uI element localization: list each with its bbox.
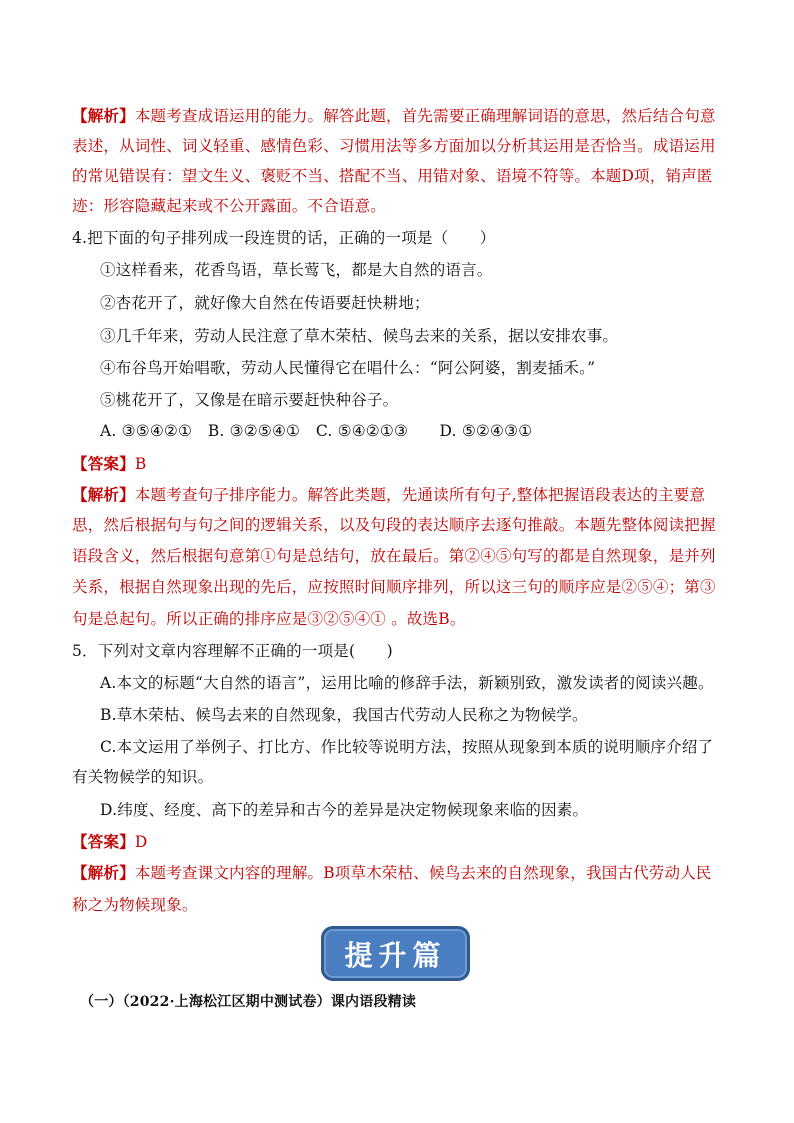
question-5-option-c-line-2: 有关物候学的知识。 bbox=[72, 768, 214, 786]
question-5-option-d: D.纬度、经度、高下的差异和古今的差异是决定物候现象来临的因素。 bbox=[100, 801, 589, 819]
question-4-stem: 4.把下面的句子排列成一段连贯的话，正确的一项是（ ） bbox=[72, 229, 496, 247]
analysis-1-line-4: 迹：形容隐藏起来或不公开露面。不合语意。 bbox=[72, 197, 387, 215]
question-4-answer: 【答案】B bbox=[72, 454, 147, 473]
analysis-1-line-2: 表述，从词性、词义轻重、感情色彩、习惯用法等多方面加以分析其运用是否恰当。成语运用 bbox=[72, 137, 716, 155]
section-banner-advanced bbox=[321, 926, 470, 981]
question-4-sentence-2: ②杏花开了，就好像大自然在传语要赶快耕地； bbox=[100, 294, 430, 312]
question-5-option-a: A.本文的标题“大自然的语言”，运用比喻的修辞手法，新颖别致，激发读者的阅读兴趣。 bbox=[100, 674, 714, 692]
analysis-1-line-3: 的常见错误有：望文生义、褒贬不当、搭配不当、用错对象、语境不符等。本题D项，销声匿 bbox=[72, 167, 713, 185]
question-4-analysis-line-1: 【解析】本题考查句子排序能力。解答此类题，先通读所有句子,整体把握语段表达的主要意 bbox=[72, 485, 706, 504]
question-4-sentence-3: ③几千年来，劳动人民注意了草木荣枯、候鸟去来的关系，据以安排农事。 bbox=[100, 327, 619, 345]
section-banner-label: 提升篇 bbox=[344, 938, 447, 972]
question-4-sentence-5: ⑤桃花开了，又像是在暗示要赶快种谷子。 bbox=[100, 391, 399, 409]
question-5-analysis-line-2: 称之为物候现象。 bbox=[72, 896, 198, 914]
analysis-1-line-1: 【解析】本题考查成语运用的能力。解答此题，首先需要正确理解词语的意思，然后结合句意 bbox=[72, 106, 716, 125]
question-5-stem: 5．下列对文章内容理解不正确的一项是( ) bbox=[72, 642, 393, 660]
question-5-analysis-line-1: 【解析】本题考查课文内容的理解。B项草木荣枯、候鸟去来的自然现象，我国古代劳动人民 bbox=[72, 863, 712, 882]
question-4-options: A. ③⑤④②① B. ③②⑤④① C. ⑤④②①③ D. ⑤②④③① bbox=[100, 422, 533, 440]
question-4-analysis-line-4: 关系，根据自然现象出现的先后，应按照时间顺序排列，所以这三句的顺序应是②⑤④；第③ bbox=[72, 578, 716, 596]
question-5-option-b: B.草木荣枯、候鸟去来的自然现象，我国古代劳动人民称之为物候学。 bbox=[100, 706, 588, 724]
question-5-option-c-line-1: C.本文运用了举例子、打比方、作比较等说明方法，按照从现象到本质的说明顺序介绍了 bbox=[100, 738, 714, 756]
question-5-answer: 【答案】D bbox=[72, 832, 148, 851]
question-4-analysis-line-2: 思，然后根据句与句之间的逻辑关系，以及句段的表达顺序去逐句推敲。本题先整体阅读把握 bbox=[72, 516, 716, 534]
question-4-sentence-4: ④布谷鸟开始唱歌，劳动人民懂得它在唱什么：“阿公阿婆，割麦插禾。” bbox=[100, 359, 596, 377]
question-4-sentence-1: ①这样看来，花香鸟语，草长莺飞，都是大自然的语言。 bbox=[100, 261, 493, 279]
question-4-analysis-line-5: 句是总起句。所以正确的排序应是③②⑤④① 。故选B。 bbox=[72, 610, 466, 628]
question-4-analysis-line-3: 语段含义，然后根据句意第①句是总结句，放在最后。第②④⑤句写的都是自然现象，是并列 bbox=[72, 547, 716, 565]
section-heading: （一）（2022·上海松江区期中测试卷）课内语段精读 bbox=[80, 994, 417, 1010]
